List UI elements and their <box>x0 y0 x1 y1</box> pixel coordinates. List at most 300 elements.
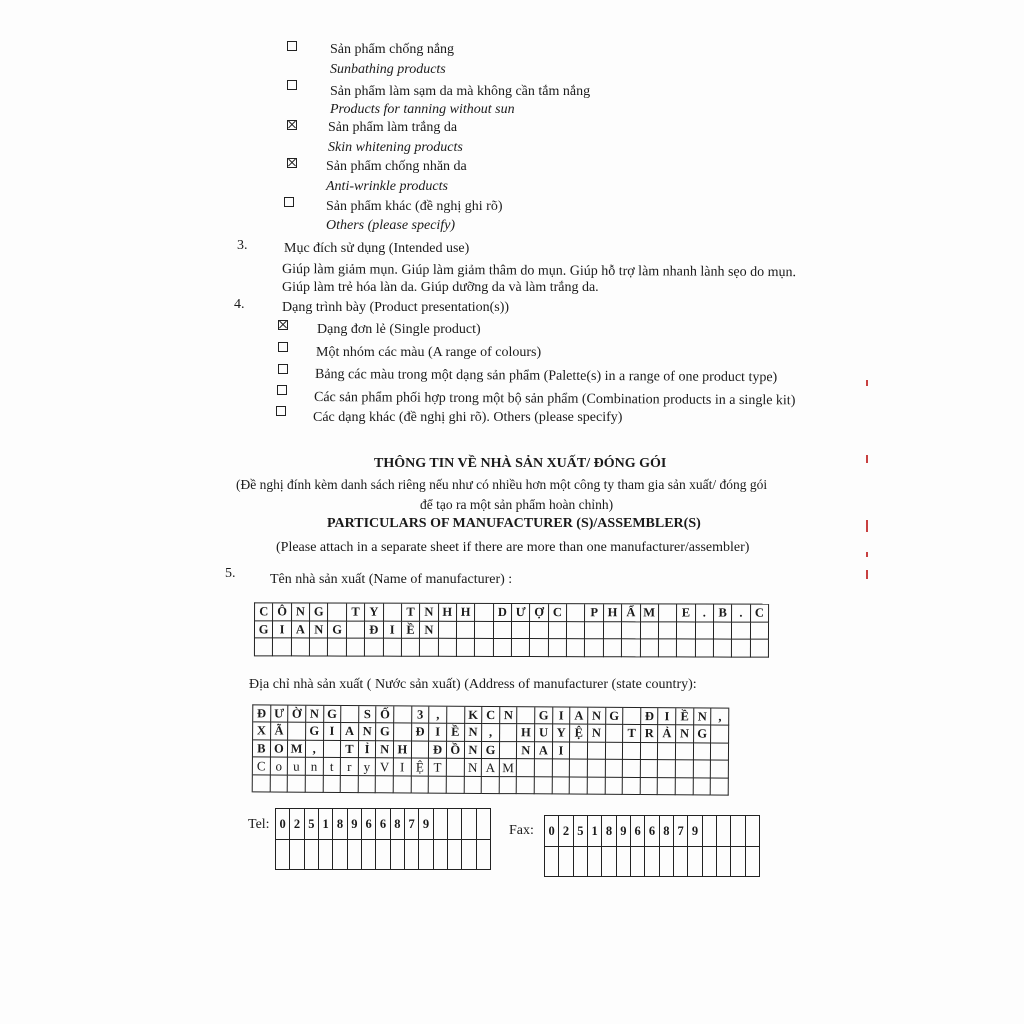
grid-cell[interactable] <box>552 777 570 795</box>
grid-cell[interactable] <box>640 640 658 658</box>
grid-cell[interactable]: Ề <box>676 708 694 726</box>
grid-cell[interactable] <box>411 776 429 794</box>
grid-cell[interactable]: C <box>255 603 273 621</box>
grid-cell[interactable] <box>658 743 676 761</box>
digit-cell[interactable] <box>574 847 588 878</box>
grid-cell[interactable]: T <box>341 741 359 759</box>
tel-grid[interactable] <box>275 808 491 870</box>
grid-cell[interactable] <box>292 639 310 657</box>
grid-cell[interactable] <box>567 604 585 622</box>
grid-cell[interactable]: U <box>535 725 553 743</box>
grid-cell[interactable]: G <box>606 708 624 726</box>
grid-cell[interactable]: Ư <box>271 705 289 723</box>
grid-cell[interactable]: N <box>588 725 606 743</box>
grid-cell[interactable] <box>475 604 493 622</box>
grid-cell[interactable] <box>447 759 465 777</box>
grid-cell[interactable] <box>622 622 640 640</box>
grid-cell[interactable] <box>347 621 365 639</box>
grid-cell[interactable] <box>606 725 624 743</box>
digit-cell[interactable] <box>746 847 760 878</box>
grid-cell[interactable] <box>570 742 588 760</box>
digit-cell[interactable]: 1 <box>588 816 602 847</box>
digit-cell[interactable] <box>674 847 688 878</box>
digit-cell[interactable] <box>617 847 631 878</box>
grid-cell[interactable]: T <box>347 604 365 622</box>
grid-cell[interactable] <box>512 639 530 657</box>
grid-cell[interactable]: D <box>494 604 512 622</box>
grid-cell[interactable]: B <box>253 740 271 758</box>
digit-cell[interactable] <box>545 847 559 878</box>
digit-cell[interactable] <box>703 816 717 847</box>
grid-cell[interactable]: A <box>482 759 500 777</box>
grid-cell[interactable] <box>658 760 676 778</box>
digit-cell[interactable] <box>448 840 462 871</box>
grid-cell[interactable]: V <box>376 758 394 776</box>
checkbox-other-forms[interactable] <box>276 406 286 416</box>
grid-cell[interactable] <box>677 640 695 658</box>
checkbox-combination[interactable] <box>277 385 287 395</box>
grid-cell[interactable]: G <box>328 621 346 639</box>
grid-cell[interactable] <box>676 760 694 778</box>
grid-cell[interactable]: I <box>394 759 412 777</box>
grid-cell[interactable] <box>288 775 306 793</box>
grid-cell[interactable]: C <box>253 758 271 776</box>
grid-cell[interactable] <box>323 775 341 793</box>
grid-cell[interactable]: N <box>376 741 394 759</box>
digit-cell[interactable] <box>731 816 745 847</box>
grid-cell[interactable] <box>535 777 553 795</box>
grid-cell[interactable] <box>732 640 750 658</box>
checkbox-sunbathing[interactable] <box>287 41 297 51</box>
grid-cell[interactable]: Ờ <box>288 706 306 724</box>
grid-cell[interactable]: Ố <box>377 706 395 724</box>
grid-cell[interactable] <box>711 761 729 779</box>
grid-cell[interactable] <box>606 743 624 761</box>
grid-cell[interactable]: Ô <box>273 603 291 621</box>
grid-cell[interactable]: N <box>588 708 606 726</box>
grid-cell[interactable] <box>714 640 732 658</box>
digit-cell[interactable]: 7 <box>405 809 419 840</box>
digit-cell[interactable]: 9 <box>688 816 702 847</box>
digit-cell[interactable]: 9 <box>419 809 433 840</box>
grid-cell[interactable] <box>500 724 518 742</box>
grid-cell[interactable] <box>402 639 420 657</box>
grid-cell[interactable] <box>383 639 401 657</box>
grid-cell[interactable]: Đ <box>412 724 430 742</box>
grid-cell[interactable]: T <box>429 759 447 777</box>
grid-cell[interactable]: T <box>623 725 641 743</box>
grid-cell[interactable]: C <box>482 707 500 725</box>
digit-cell[interactable] <box>434 840 448 871</box>
digit-cell[interactable] <box>319 840 333 871</box>
digit-cell[interactable]: 6 <box>376 809 390 840</box>
grid-cell[interactable] <box>694 761 712 779</box>
grid-cell[interactable] <box>255 639 273 657</box>
grid-cell[interactable] <box>365 639 383 657</box>
grid-cell[interactable] <box>384 604 402 622</box>
grid-cell[interactable] <box>394 776 412 794</box>
grid-cell[interactable]: Ã <box>271 723 289 741</box>
grid-cell[interactable]: I <box>429 724 447 742</box>
grid-cell[interactable]: B <box>714 605 732 623</box>
grid-cell[interactable] <box>711 778 729 796</box>
grid-cell[interactable] <box>659 604 677 622</box>
grid-cell[interactable] <box>694 743 712 761</box>
checkbox-range-colours[interactable] <box>278 342 288 352</box>
grid-cell[interactable]: I <box>553 707 571 725</box>
digit-cell[interactable] <box>717 816 731 847</box>
digit-cell[interactable] <box>717 847 731 878</box>
grid-cell[interactable] <box>604 622 622 640</box>
digit-cell[interactable] <box>602 847 616 878</box>
grid-cell[interactable] <box>711 726 729 744</box>
digit-cell[interactable]: 9 <box>617 816 631 847</box>
grid-cell[interactable]: N <box>359 723 377 741</box>
digit-cell[interactable]: 9 <box>348 809 362 840</box>
grid-cell[interactable] <box>567 639 585 657</box>
grid-cell[interactable]: P <box>585 604 603 622</box>
grid-cell[interactable]: G <box>306 723 324 741</box>
grid-cell[interactable]: t <box>323 758 341 776</box>
grid-cell[interactable] <box>447 776 465 794</box>
manufacturer-address-grid[interactable] <box>252 704 730 795</box>
grid-cell[interactable]: C <box>549 604 567 622</box>
grid-cell[interactable]: G <box>255 621 273 639</box>
grid-cell[interactable] <box>658 778 676 796</box>
grid-cell[interactable]: G <box>324 706 342 724</box>
grid-cell[interactable]: A <box>535 742 553 760</box>
grid-cell[interactable] <box>306 775 324 793</box>
digit-cell[interactable]: 8 <box>391 809 405 840</box>
grid-cell[interactable] <box>623 778 641 796</box>
grid-cell[interactable] <box>641 760 659 778</box>
grid-cell[interactable] <box>310 639 328 657</box>
grid-cell[interactable]: Y <box>553 725 571 743</box>
grid-cell[interactable] <box>605 777 623 795</box>
manufacturer-name-grid[interactable] <box>254 602 769 657</box>
grid-cell[interactable] <box>567 622 585 640</box>
digit-cell[interactable] <box>688 847 702 878</box>
grid-cell[interactable]: n <box>306 758 324 776</box>
presentation-option: Các sản phẩm phối hợp trong một bộ sản phẩm (Combination products in a single kit) <box>313 390 796 409</box>
grid-cell[interactable] <box>570 760 588 778</box>
digit-cell[interactable]: 0 <box>276 809 290 840</box>
grid-cell[interactable]: Ề <box>447 724 465 742</box>
grid-cell[interactable] <box>714 622 732 640</box>
digit-cell[interactable] <box>448 809 462 840</box>
grid-cell[interactable]: A <box>292 621 310 639</box>
fax-grid[interactable] <box>544 815 760 877</box>
digit-cell[interactable] <box>746 816 760 847</box>
grid-cell[interactable] <box>439 621 457 639</box>
grid-cell[interactable]: Ỉ <box>359 741 377 759</box>
grid-cell[interactable]: N <box>517 742 535 760</box>
digit-cell[interactable] <box>559 847 573 878</box>
grid-cell[interactable]: I <box>659 708 677 726</box>
grid-cell[interactable]: G <box>535 707 553 725</box>
intended-use-text: Giúp làm giảm mụn. Giúp làm giảm thâm do mụn. Giúp hỗ trợ làm nhanh lành sẹo do mụn. <box>281 262 797 281</box>
grid-cell[interactable] <box>549 639 567 657</box>
grid-cell[interactable]: o <box>270 758 288 776</box>
digit-cell[interactable] <box>305 840 319 871</box>
grid-cell[interactable]: N <box>500 707 518 725</box>
grid-cell[interactable]: N <box>420 604 438 622</box>
grid-cell[interactable]: Ệ <box>570 725 588 743</box>
grid-cell[interactable]: H <box>439 604 457 622</box>
grid-cell[interactable]: Ệ <box>411 759 429 777</box>
manufacturer-title-en: PARTICULARS OF MANUFACTURER (S)/ASSEMBLER(S) <box>327 516 701 531</box>
grid-cell[interactable]: H <box>517 725 535 743</box>
grid-cell[interactable]: Đ <box>641 708 659 726</box>
grid-cell[interactable] <box>676 778 694 796</box>
grid-cell[interactable]: I <box>324 723 342 741</box>
digit-cell[interactable]: 8 <box>602 816 616 847</box>
digit-cell[interactable] <box>462 840 476 871</box>
digit-cell[interactable]: 6 <box>645 816 659 847</box>
grid-cell[interactable] <box>438 639 456 657</box>
digit-cell[interactable] <box>362 840 376 871</box>
grid-cell[interactable] <box>549 622 567 640</box>
digit-cell[interactable]: 7 <box>674 816 688 847</box>
digit-cell[interactable] <box>391 840 405 871</box>
grid-cell[interactable]: A <box>571 708 589 726</box>
grid-cell[interactable]: , <box>482 724 500 742</box>
digit-cell[interactable]: 2 <box>290 809 304 840</box>
grid-cell[interactable]: Ồ <box>447 741 465 759</box>
grid-cell[interactable] <box>341 706 359 724</box>
grid-cell[interactable]: Ư <box>512 604 530 622</box>
digit-cell[interactable] <box>419 840 433 871</box>
digit-cell[interactable] <box>731 847 745 878</box>
grid-cell[interactable] <box>751 640 769 658</box>
grid-cell[interactable]: Ề <box>402 621 420 639</box>
grid-cell[interactable]: G <box>376 724 394 742</box>
grid-cell[interactable] <box>623 760 641 778</box>
grid-cell[interactable] <box>732 622 750 640</box>
grid-cell[interactable] <box>693 778 711 796</box>
grid-cell[interactable] <box>676 743 694 761</box>
red-edge-mark <box>866 455 868 463</box>
digit-cell[interactable] <box>588 847 602 878</box>
digit-cell[interactable] <box>348 840 362 871</box>
grid-cell[interactable] <box>376 776 394 794</box>
grid-cell[interactable] <box>711 743 729 761</box>
digit-cell[interactable]: 5 <box>574 816 588 847</box>
grid-cell[interactable]: N <box>464 742 482 760</box>
grid-cell[interactable]: G <box>310 603 328 621</box>
grid-cell[interactable] <box>585 622 603 640</box>
digit-cell[interactable] <box>703 847 717 878</box>
digit-cell[interactable]: 5 <box>305 809 319 840</box>
digit-cell[interactable] <box>290 840 304 871</box>
grid-cell[interactable] <box>588 760 606 778</box>
grid-cell[interactable]: Y <box>365 604 383 622</box>
digit-cell[interactable]: 1 <box>319 809 333 840</box>
grid-cell[interactable]: N <box>465 724 483 742</box>
digit-cell[interactable] <box>434 809 448 840</box>
grid-cell[interactable]: S <box>359 706 377 724</box>
grid-cell[interactable] <box>530 622 548 640</box>
grid-cell[interactable] <box>288 723 306 741</box>
grid-cell[interactable]: . <box>732 605 750 623</box>
grid-cell[interactable]: M <box>288 740 306 758</box>
checkbox-anti-wrinkle[interactable] <box>287 158 297 168</box>
grid-cell[interactable]: M <box>500 759 518 777</box>
grid-cell[interactable] <box>273 639 291 657</box>
grid-cell[interactable] <box>517 759 535 777</box>
grid-cell[interactable]: , <box>712 709 730 727</box>
grid-cell[interactable]: 3 <box>412 706 430 724</box>
grid-cell[interactable]: N <box>306 706 324 724</box>
grid-cell[interactable]: u <box>288 758 306 776</box>
digit-cell[interactable]: 8 <box>333 809 347 840</box>
grid-cell[interactable] <box>659 622 677 640</box>
grid-cell[interactable] <box>623 743 641 761</box>
grid-cell[interactable] <box>588 777 606 795</box>
grid-cell[interactable] <box>622 640 640 658</box>
checkbox-whitening[interactable] <box>287 120 297 130</box>
grid-cell[interactable] <box>341 776 359 794</box>
grid-cell[interactable] <box>328 639 346 657</box>
grid-cell[interactable] <box>751 622 769 640</box>
grid-cell[interactable] <box>475 622 493 640</box>
grid-cell[interactable] <box>500 777 518 795</box>
grid-cell[interactable] <box>494 622 512 640</box>
grid-cell[interactable]: N <box>464 759 482 777</box>
grid-cell[interactable] <box>464 776 482 794</box>
grid-cell[interactable] <box>623 708 641 726</box>
grid-cell[interactable]: G <box>482 742 500 760</box>
grid-cell[interactable] <box>323 741 341 759</box>
grid-cell[interactable] <box>659 640 677 658</box>
grid-cell[interactable]: N <box>420 621 438 639</box>
grid-cell[interactable]: T <box>402 604 420 622</box>
digit-cell[interactable] <box>660 847 674 878</box>
grid-cell[interactable]: O <box>271 740 289 758</box>
digit-cell[interactable] <box>376 840 390 871</box>
grid-cell[interactable] <box>475 639 493 657</box>
grid-cell[interactable]: , <box>429 707 447 725</box>
grid-cell[interactable] <box>494 639 512 657</box>
grid-cell[interactable]: I <box>273 621 291 639</box>
grid-cell[interactable]: Ợ <box>530 604 548 622</box>
digit-cell[interactable] <box>462 809 476 840</box>
grid-cell[interactable]: C <box>751 605 769 623</box>
grid-cell[interactable] <box>677 622 695 640</box>
grid-cell[interactable]: R <box>641 725 659 743</box>
digit-cell[interactable] <box>276 840 290 871</box>
grid-cell[interactable] <box>500 742 518 760</box>
grid-cell[interactable] <box>457 639 475 657</box>
grid-cell[interactable] <box>358 776 376 794</box>
checkbox-single-product[interactable] <box>278 320 288 330</box>
grid-cell[interactable] <box>695 640 713 658</box>
grid-cell[interactable]: Đ <box>429 741 447 759</box>
grid-cell[interactable]: , <box>306 741 324 759</box>
grid-cell[interactable]: Đ <box>365 621 383 639</box>
digit-cell[interactable] <box>631 847 645 878</box>
digit-cell[interactable] <box>477 809 491 840</box>
grid-cell[interactable]: . <box>696 604 714 622</box>
grid-cell[interactable]: Đ <box>253 705 271 723</box>
checkbox-others[interactable] <box>284 197 294 207</box>
grid-cell[interactable] <box>640 622 658 640</box>
grid-cell[interactable]: N <box>310 621 328 639</box>
grid-cell[interactable] <box>457 622 475 640</box>
grid-cell[interactable] <box>588 742 606 760</box>
grid-cell[interactable] <box>420 639 438 657</box>
digit-cell[interactable]: 6 <box>362 809 376 840</box>
grid-cell[interactable] <box>347 639 365 657</box>
grid-cell[interactable]: H <box>457 604 475 622</box>
grid-cell[interactable]: X <box>253 723 271 741</box>
grid-cell[interactable] <box>518 707 536 725</box>
digit-cell[interactable] <box>405 840 419 871</box>
grid-cell[interactable] <box>604 640 622 658</box>
grid-cell[interactable]: M <box>641 604 659 622</box>
grid-cell[interactable] <box>412 741 430 759</box>
grid-cell[interactable] <box>429 776 447 794</box>
grid-cell[interactable] <box>253 775 271 793</box>
product-type-vi: Sản phẩm chống nắng <box>330 42 455 57</box>
grid-cell[interactable] <box>530 639 548 657</box>
grid-cell[interactable] <box>270 775 288 793</box>
grid-cell[interactable] <box>605 760 623 778</box>
digit-cell[interactable]: 2 <box>559 816 573 847</box>
grid-cell[interactable]: H <box>604 604 622 622</box>
grid-cell[interactable]: E <box>677 604 695 622</box>
grid-cell[interactable]: N <box>694 708 712 726</box>
grid-cell[interactable]: N <box>676 726 694 744</box>
digit-cell[interactable]: 8 <box>660 816 674 847</box>
checkbox-palette[interactable] <box>278 364 288 374</box>
grid-cell[interactable]: Ẩ <box>622 604 640 622</box>
grid-cell[interactable]: H <box>394 741 412 759</box>
digit-cell[interactable]: 6 <box>631 816 645 847</box>
grid-cell[interactable]: I <box>383 621 401 639</box>
grid-cell[interactable]: G <box>694 726 712 744</box>
grid-cell[interactable]: Ả <box>659 726 677 744</box>
grid-cell[interactable] <box>535 759 553 777</box>
checkbox-tanning[interactable] <box>287 80 297 90</box>
grid-cell[interactable]: A <box>341 723 359 741</box>
grid-cell[interactable] <box>394 724 412 742</box>
grid-cell[interactable]: K <box>465 707 483 725</box>
product-type-vi: Sản phẩm khác (đề nghị ghi rõ) <box>326 199 503 214</box>
grid-cell[interactable]: y <box>359 758 377 776</box>
grid-cell[interactable] <box>447 707 465 725</box>
digit-cell[interactable] <box>645 847 659 878</box>
grid-cell[interactable] <box>517 777 535 795</box>
digit-cell[interactable] <box>477 840 491 871</box>
section-number: 3. <box>237 238 248 253</box>
digit-cell[interactable] <box>333 840 347 871</box>
grid-cell[interactable]: r <box>341 758 359 776</box>
grid-cell[interactable] <box>696 622 714 640</box>
grid-cell[interactable]: I <box>553 742 571 760</box>
grid-cell[interactable] <box>570 777 588 795</box>
grid-cell[interactable] <box>641 743 659 761</box>
digit-cell[interactable]: 0 <box>545 816 559 847</box>
grid-cell[interactable] <box>482 777 500 795</box>
grid-cell[interactable] <box>512 622 530 640</box>
grid-cell[interactable] <box>553 760 571 778</box>
grid-cell[interactable] <box>641 778 659 796</box>
grid-cell[interactable] <box>585 640 603 658</box>
grid-cell[interactable]: N <box>292 603 310 621</box>
grid-cell[interactable] <box>328 604 346 622</box>
grid-cell[interactable] <box>394 706 412 724</box>
